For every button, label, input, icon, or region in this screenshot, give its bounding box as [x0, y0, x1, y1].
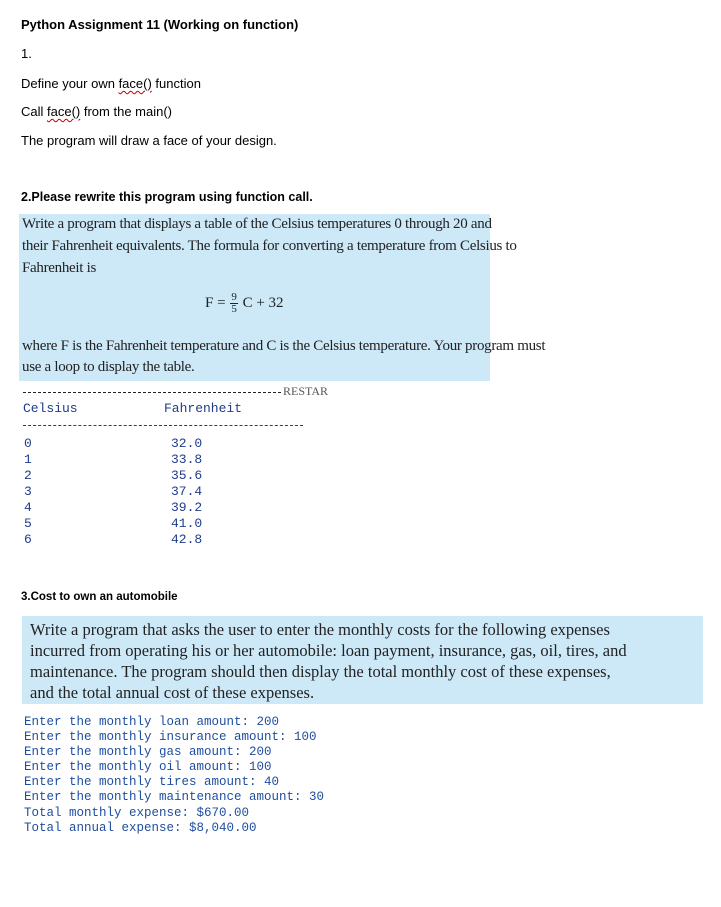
q3-output-line: Enter the monthly loan amount: 200 [24, 715, 280, 729]
q2-after-line: where F is the Fahrenheit temperature and C is the Celsius temperature. Your program must [22, 338, 546, 354]
formula-denominator: 5 [231, 303, 237, 315]
table-cell-celsius: 3 [24, 484, 32, 499]
table-cell-celsius: 0 [24, 436, 32, 451]
q2-text-line: Fahrenheit is [22, 260, 97, 276]
q1-line2-post: from the main() [80, 104, 172, 119]
q3-output-line: Enter the monthly maintenance amount: 30 [24, 790, 325, 804]
q3-heading: 3.Cost to own an automobile [21, 591, 178, 603]
q1-line-draw: The program will draw a face of your design. [21, 133, 277, 148]
cut-label: RESTAR [283, 384, 329, 398]
q1-face-ref-2: face() [47, 104, 81, 119]
q2-text-line: their Fahrenheit equivalents. The formula for converting a temperature from Celsius to [22, 238, 517, 254]
table-cell-celsius: 5 [24, 516, 32, 531]
q1-line1-pre: Define your own [21, 76, 119, 91]
table-cell-celsius: 1 [24, 452, 32, 467]
q1-face-ref: face() [118, 76, 152, 91]
q1-line-call [21, 104, 172, 119]
table-cell-fahrenheit: 35.6 [171, 468, 203, 483]
table-cell-celsius: 6 [24, 532, 32, 547]
table-cell-fahrenheit: 33.8 [171, 452, 203, 467]
page-title: Python Assignment 11 (Working on function) [21, 17, 299, 32]
q3-text-line: Write a program that asks the user to enter the monthly costs for the following expenses [30, 620, 610, 639]
table-cell-celsius: 2 [24, 468, 32, 483]
table-header-dashes [23, 425, 303, 426]
table-top-dashes [23, 392, 281, 393]
cut-label-clip [281, 383, 329, 398]
q1-number: 1. [21, 46, 32, 61]
table-header-fahrenheit: Fahrenheit [164, 401, 243, 416]
formula-lhs: F = [205, 294, 226, 311]
q3-output-line: Total monthly expense: $670.00 [24, 806, 250, 820]
formula-rhs: C + 32 [242, 294, 284, 311]
q3-text-line: maintenance. The program should then display the total monthly cost of these expenses, [30, 662, 611, 681]
table-cell-fahrenheit: 39.2 [171, 500, 203, 515]
q1-line1-post: function [151, 76, 201, 91]
q1-line2-pre: Call [21, 104, 48, 119]
q3-text-line: and the total annual cost of these expenses. [30, 683, 315, 702]
q2-after-line: use a loop to display the table. [22, 359, 195, 375]
q3-output-line: Enter the monthly tires amount: 40 [24, 775, 280, 789]
q2-text-line: Write a program that displays a table of the Celsius temperatures 0 through 20 and [22, 216, 492, 232]
q3-output-line: Total annual expense: $8,040.00 [24, 821, 257, 835]
conversion-formula [205, 292, 284, 315]
table-cell-fahrenheit: 32.0 [171, 436, 203, 451]
table-cell-fahrenheit: 42.8 [171, 532, 203, 547]
q1-line-define [21, 76, 201, 91]
q3-text-line: incurred from operating his or her automobile: loan payment, insurance, gas, oil, tires, and [30, 641, 627, 660]
table-cell-celsius: 4 [24, 500, 32, 515]
q3-output-line: Enter the monthly oil amount: 100 [24, 760, 272, 774]
formula-fraction [230, 292, 238, 315]
table-cell-fahrenheit: 37.4 [171, 484, 203, 499]
table-cell-fahrenheit: 41.0 [171, 516, 203, 531]
table-header-celsius: Celsius [23, 401, 78, 416]
formula-numerator: 9 [231, 291, 237, 303]
q3-output-line: Enter the monthly gas amount: 200 [24, 745, 272, 759]
q2-heading: 2.Please rewrite this program using function call. [21, 190, 313, 204]
q3-output-line: Enter the monthly insurance amount: 100 [24, 730, 317, 744]
